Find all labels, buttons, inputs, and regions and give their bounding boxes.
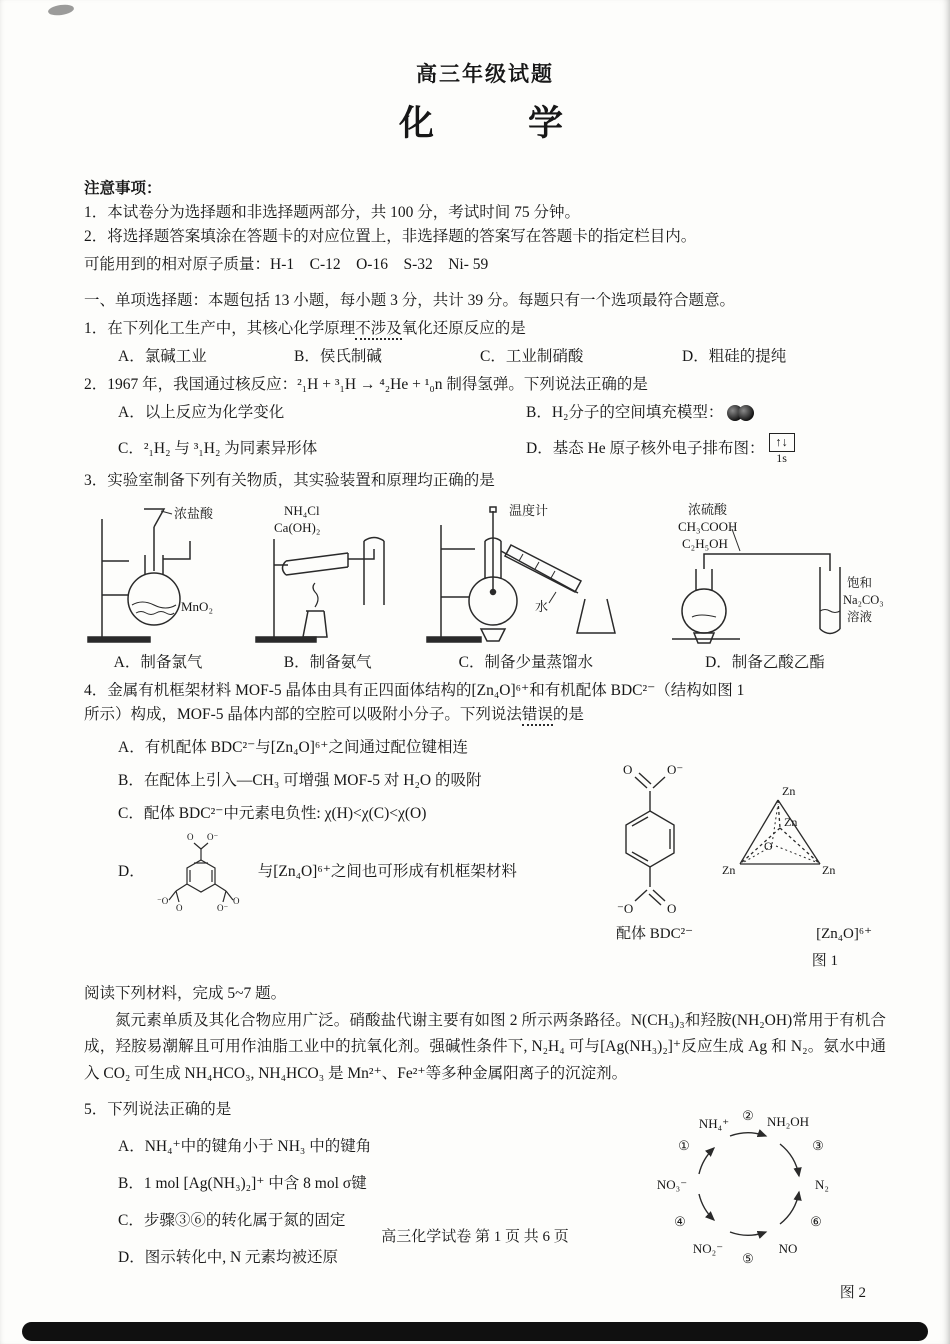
section-heading: 一、单项选择题：本题包括 13 小题，每小题 3 分，共计 39 分。每题只有一个选项最符合题意。 [84, 291, 736, 309]
question-4-stem-line2 [84, 703, 886, 727]
zn-back-label: Zn [784, 814, 798, 829]
apparatus-a-caption: A．制备氯气 [113, 654, 203, 672]
q5-option-b: B．1 mol [Ag(NH₃)₂]⁺ 中含 8 mol σ键 [118, 1174, 367, 1192]
apparatus-b-caption: B．制备氨气 [283, 654, 372, 672]
label-na2co3: Na₂CO₃ [842, 593, 884, 608]
label-c2h5oh: C₂H₅OH [681, 536, 728, 552]
label-conc-hcl: 浓盐酸 [174, 506, 214, 522]
figure-1 [590, 727, 886, 974]
q4-option-c: C．配体 BDC²⁻中元素电负性: χ(H)<χ(C)<χ(O) [118, 805, 427, 823]
label-ch3cooh: CH₃COOH [677, 519, 738, 535]
atom-o-2: O⁻ [206, 832, 218, 843]
label-caoh2: Ca(OH)₂ [273, 520, 321, 536]
orbital-diagram-icon [769, 433, 795, 465]
scan-smudge [47, 3, 74, 17]
species-nh2oh: NH₂OH [766, 1113, 810, 1129]
question-5 [84, 1094, 886, 1305]
subject-title: 化 学 [398, 103, 571, 143]
apparatus-c-caption: C．制备少量蒸馏水 [458, 654, 593, 672]
benzene-tricarboxylate-structure [149, 830, 254, 914]
reading-intro: 阅读下列材料，完成 5~7 题。 [84, 984, 287, 1002]
ester-apparatus-figure [644, 499, 886, 649]
apparatus-d-caption: D．制备乙酸乙酯 [705, 654, 825, 672]
question-4-stem-line1: 4．金属有机框架材料 MOF-5 晶体由具有正四面体结构的[Zn₄O]⁶⁺和有机配体 BDC²⁻（结构如图 1 [84, 682, 745, 700]
atom-o-1: O [186, 832, 194, 843]
q4-stem2-post: 的是 [552, 706, 584, 724]
exam-title: 高三年级试题 [416, 62, 554, 86]
bdc-atom-top-left: O [623, 762, 633, 778]
question-2-stem: 2．1967 年，我国通过核反应：²₁H + ³₁H → ⁴₂He + ¹₀n 制得氢弹。下列说法正确的是 [84, 375, 648, 393]
question-3 [84, 469, 886, 675]
apparatus-chlorine [84, 499, 232, 675]
label-thermometer: 温度计 [509, 503, 549, 519]
label-conc-h2so4: 浓硫酸 [687, 502, 727, 518]
q5-option-d: D．图示转化中, N 元素均被还原 [118, 1248, 339, 1266]
label-solution: 溶液 [846, 610, 872, 625]
step-2: ② [742, 1107, 754, 1123]
q1-option-b: B．侯氏制碱 [294, 347, 382, 365]
question-5-stem: 5．下列说法正确的是 [84, 1100, 232, 1118]
question-1-options [84, 345, 886, 369]
question-1 [84, 317, 886, 369]
q1-stem-emphasis: 不涉及 [355, 320, 402, 340]
species-n2: N₂ [815, 1176, 829, 1192]
species-no: NO [778, 1240, 798, 1256]
atom-o-4: O [175, 903, 183, 914]
bdc-atom-top-right: O⁻ [667, 762, 684, 778]
step-1: ① [678, 1137, 690, 1153]
label-water: 水 [535, 599, 549, 615]
label-nh4cl: NH₄Cl [283, 503, 320, 519]
q4-stem2-pre: 所示）构成，MOF-5 晶体内部的空腔可以吸附小分子。下列说法 [84, 706, 522, 724]
reading-material [84, 982, 886, 1088]
q2-option-b [526, 401, 886, 425]
species-no2: NO₂⁻ [692, 1240, 724, 1256]
apparatus-row [84, 499, 886, 675]
q4-option-d-text: 与[Zn₄O]⁶⁺之间也可形成有机框架材料 [257, 863, 517, 881]
step-4: ④ [674, 1213, 686, 1229]
q1-stem-post: 氧化还原反应的是 [401, 319, 526, 337]
figure-2 [636, 1094, 886, 1305]
bdc-ligand-structure [590, 741, 712, 923]
space-filling-model-icon [727, 405, 754, 421]
q4-option-d [84, 830, 590, 914]
question-2 [84, 373, 886, 465]
orbital-label: 1s [776, 450, 787, 465]
q4-option-a: A．有机配体 BDC²⁻与[Zn₄O]⁶⁺之间通过配位键相连 [118, 739, 468, 757]
q4-stem2-emphasis: 错误 [522, 706, 553, 726]
atom-o-6: O⁻ [216, 903, 228, 914]
atom-o-5: O [232, 896, 240, 907]
step-3: ③ [812, 1137, 824, 1153]
q1-option-d: D．粗硅的提纯 [682, 347, 787, 365]
q2-option-d-text: D．基态 He 原子核外电子排布图： [526, 440, 765, 458]
zn4o-label: [Zn₄O]⁶⁺ [816, 926, 872, 943]
figure-1-caption: 图 1 [811, 953, 838, 970]
notice-item-1: 1．本试卷分为选择题和非选择题两部分，共 100 分，考试时间 75 分钟。 [84, 203, 581, 221]
q1-option-a: A．氯碱工业 [118, 347, 207, 365]
q5-option-c: C．步骤③⑥的转化属于氮的固定 [118, 1211, 346, 1229]
q5-option-a: A．NH₄⁺中的键角小于 NH₃ 中的键角 [118, 1137, 372, 1155]
bdc-ligand-label: 配体 BDC²⁻ [616, 926, 694, 943]
q2-option-d [526, 433, 886, 465]
notice-heading: 注意事项： [84, 179, 162, 197]
reading-paragraph: 氮元素单质及其化合物应用广泛。硝酸盐代谢主要有如图 2 所示两条路径。N(CH₃)₃和羟胺(NH₂OH)常用于有机合成，羟胺易潮解且可用作油脂工业中的抗氧化剂。强碱性条件下, N₂H₄ 可与[Ag(NH₃)₂]⁺反应生成 Ag 和 N₂。氨水中通入 CO₂ 可生成 NH₄HCO₃, NH₄HCO₃ 是 Mn²⁺、Fe²⁺等多种金属阳离子的沉淀剂。 [84, 1011, 886, 1083]
step-6: ⑥ [810, 1213, 822, 1229]
page-footer: 高三化学试卷 第 1 页 共 6 页 [381, 1229, 569, 1245]
apparatus-ester [644, 499, 886, 675]
q2-option-c: C．²₁H₂ 与 ³₁H₂ 为同素异形体 [118, 440, 318, 458]
question-4 [84, 679, 886, 974]
notice-section [84, 177, 886, 277]
apparatus-distillation [423, 499, 628, 675]
label-mno2: MnO₂ [181, 599, 213, 615]
zn-bottom-left-label: Zn [722, 862, 736, 877]
apparatus-ammonia [248, 499, 408, 675]
figure-2-caption: 图 2 [839, 1284, 866, 1301]
question-4-options [84, 727, 590, 974]
q4-option-d-prefix: D． [118, 863, 145, 881]
species-no3: NO₃⁻ [656, 1176, 688, 1192]
orbital-box: ↑↓ [769, 433, 795, 452]
o-center-label: O [764, 838, 773, 853]
question-3-stem: 3．实验室制备下列有关物质，其实验装置和原理均正确的是 [84, 472, 495, 490]
bdc-atom-bottom-right: O [667, 901, 677, 917]
zn4o-tetrahedron-structure [716, 780, 846, 885]
zn-apex-label: Zn [782, 783, 796, 798]
species-nh4: NH₄⁺ [698, 1115, 730, 1131]
ammonia-apparatus-figure [248, 499, 408, 649]
atomic-mass-note: 可能用到的相对原子质量：H-1 C-12 O-16 S-32 Ni- 59 [84, 255, 489, 273]
bdc-atom-bottom-left: ⁻O [617, 901, 634, 917]
label-saturated: 饱和 [846, 576, 872, 591]
question-2-options [84, 401, 886, 465]
q1-option-c: C．工业制硝酸 [480, 347, 584, 365]
chlorine-apparatus-figure [84, 499, 232, 649]
q2-option-b-text: B．H₂分子的空间填充模型： [526, 403, 724, 421]
q1-stem-pre: 1．在下列化工生产中，其核心化学原理 [84, 319, 356, 337]
q2-option-a: A．以上反应为化学变化 [118, 403, 285, 421]
atom-o-3: ⁻O [156, 896, 168, 907]
zn-bottom-right-label: Zn [822, 862, 836, 877]
question-1-stem [84, 317, 886, 341]
distillation-apparatus-figure [423, 499, 628, 649]
q4-option-b: B．在配体上引入—CH₃ 可增强 MOF-5 对 H₂O 的吸附 [118, 772, 482, 790]
step-5: ⑤ [742, 1250, 754, 1266]
scan-bottom-edge [22, 1322, 928, 1341]
notice-item-2: 2．将选择题答案填涂在答题卡的对应位置上，非选择题的答案写在答题卡的指定栏目内。 [84, 227, 697, 245]
